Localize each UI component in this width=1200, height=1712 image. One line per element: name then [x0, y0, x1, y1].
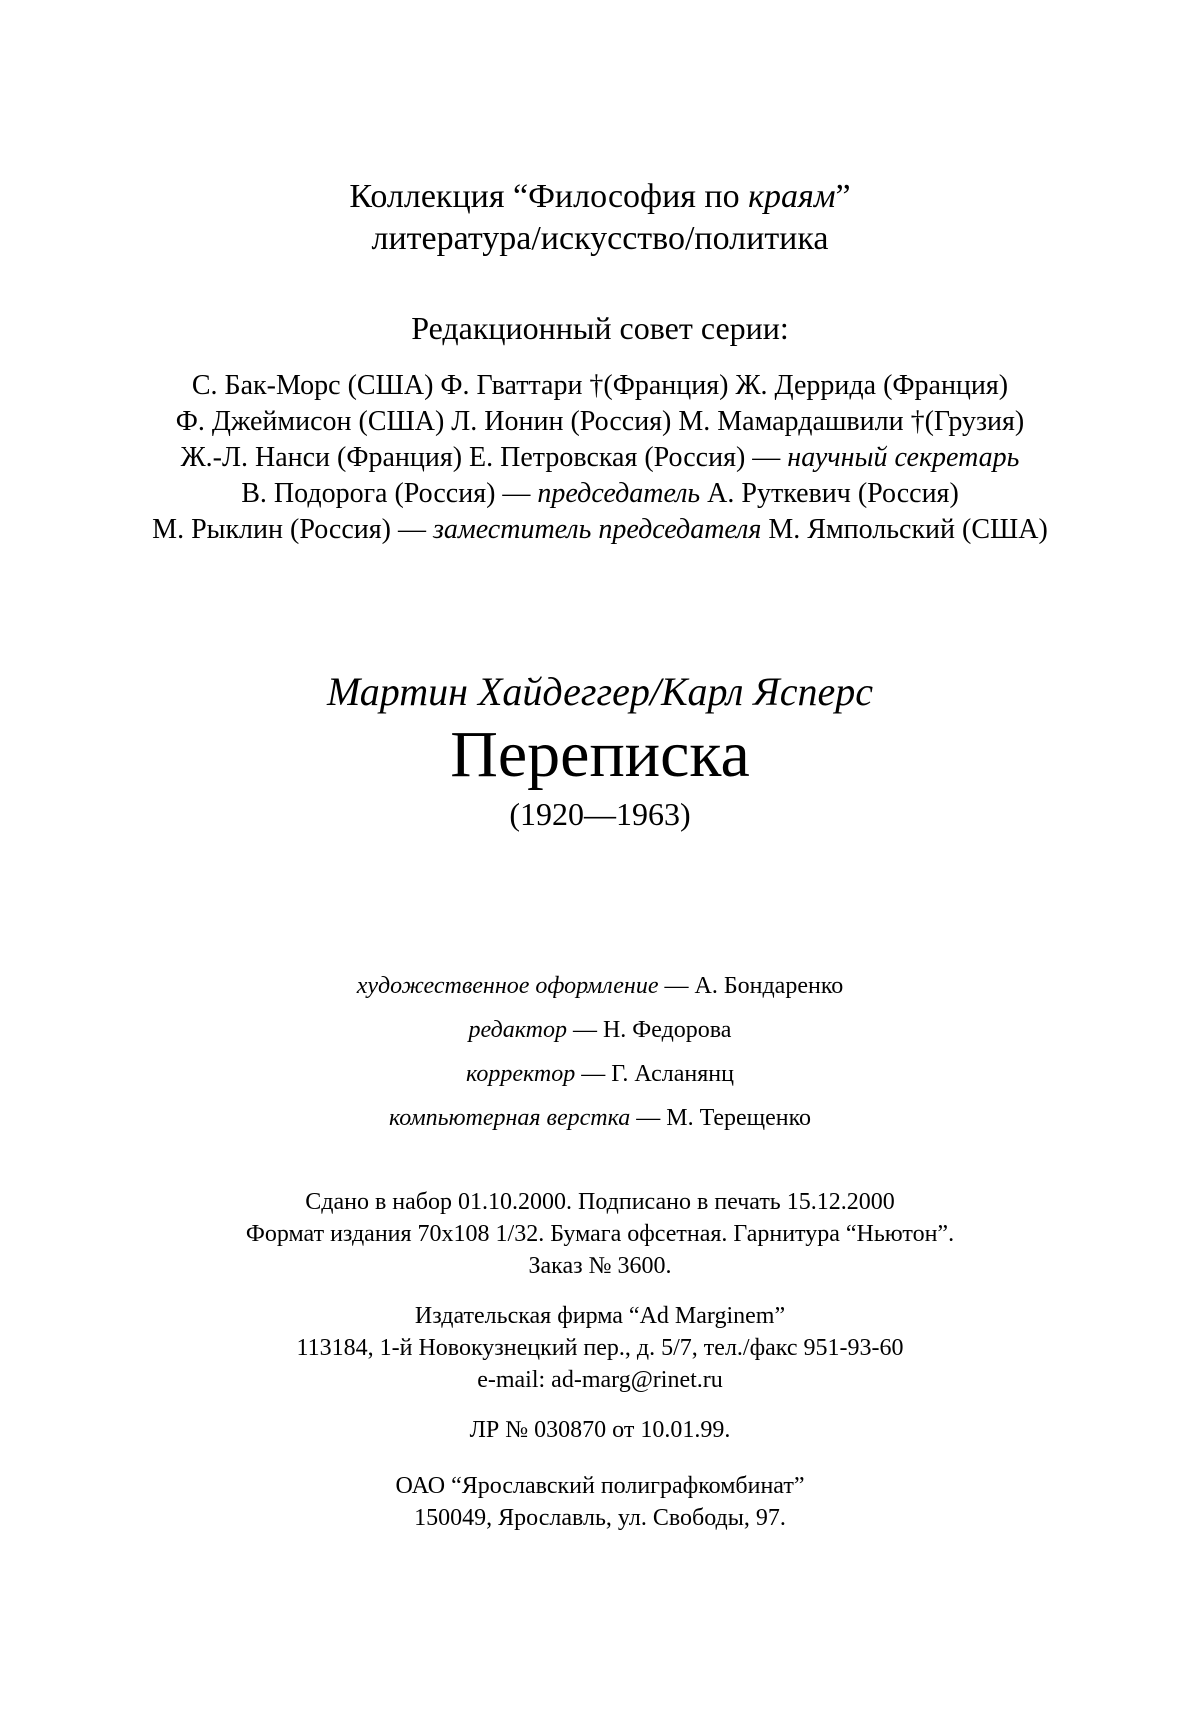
book-title: Переписка [450, 718, 750, 791]
council-line-3 [0, 444, 1200, 472]
credit-role: художественное оформление [356, 973, 659, 999]
council-line-5-after: М. Ямпольский (США) [761, 514, 1048, 545]
imprint-order: Заказ № 3600. [528, 1253, 672, 1279]
credit-design [0, 974, 1200, 998]
collection-title-italic: краям [748, 178, 836, 215]
collection-title-prefix: Коллекция “Философия по [349, 178, 749, 215]
council-heading: Редакционный совет серии: [411, 310, 789, 346]
book-years: (1920—1963) [509, 796, 691, 832]
credit-role: корректор [466, 1061, 576, 1087]
imprint-publisher-address: 113184, 1-й Новокузнецкий пер., д. 5/7, тел./факс 951-93-60 [296, 1335, 904, 1361]
collection-title-suffix: ” [835, 178, 851, 215]
imprint-printer-address: 150049, Ярославль, ул. Свободы, 97. [414, 1505, 786, 1531]
council-line-4-italic: председатель [537, 478, 701, 509]
credit-name: А. Бондаренко [694, 973, 844, 999]
collection-subtitle: литература/искусство/политика [371, 220, 829, 257]
credit-separator: — [566, 1017, 603, 1043]
council-line-5-italic: заместитель председателя [432, 514, 762, 545]
credit-proofreader [0, 1062, 1200, 1086]
council-line-1: С. Бак-Морс (США) Ф. Гваттари †(Франция) Ж. Деррида (Франция) [191, 370, 1009, 401]
imprint-publisher-name: Издательская фирма “Ad Marginem” [414, 1303, 786, 1329]
credit-layout [0, 1106, 1200, 1130]
credit-name: М. Терещенко [666, 1105, 812, 1131]
credit-name: Г. Асланянц [611, 1061, 734, 1087]
council-line-3-plain: Ж.-Л. Нанси (Франция) Е. Петровская (Россия) — [180, 442, 788, 473]
credit-name: Н. Федорова [602, 1017, 732, 1043]
credit-role: редактор [468, 1017, 567, 1043]
imprint-email: e-mail: ad-marg@rinet.ru [477, 1367, 723, 1393]
credit-separator: — [630, 1105, 667, 1131]
credit-editor [0, 1018, 1200, 1042]
council-line-4-before: В. Подорога (Россия) — [241, 478, 538, 509]
council-line-2: Ф. Джеймисон (США) Л. Ионин (Россия) М. Мамардашвили †(Грузия) [175, 406, 1025, 437]
council-line-3-italic: научный секретарь [787, 442, 1020, 473]
credit-role: компьютерная верстка [388, 1105, 631, 1131]
imprint-print-dates: Сдано в набор 01.10.2000. Подписано в печать 15.12.2000 [305, 1189, 895, 1215]
collection-title [0, 180, 1200, 214]
council-line-5 [0, 516, 1200, 544]
imprint-printer-name: ОАО “Ярославский полиграфкомбинат” [395, 1473, 805, 1499]
council-line-4 [0, 480, 1200, 508]
credit-separator: — [575, 1061, 612, 1087]
imprint-format: Формат издания 70х108 1/32. Бумага офсетная. Гарнитура “Ньютон”. [245, 1221, 955, 1247]
council-line-5-before: М. Рыклин (Россия) — [152, 514, 433, 545]
council-line-4-after: А. Руткевич (Россия) [700, 478, 959, 509]
book-authors: Мартин Хайдеггер/Карл Ясперс [327, 669, 873, 714]
imprint-license: ЛР № 030870 от 10.01.99. [469, 1417, 731, 1443]
credit-separator: — [658, 973, 695, 999]
